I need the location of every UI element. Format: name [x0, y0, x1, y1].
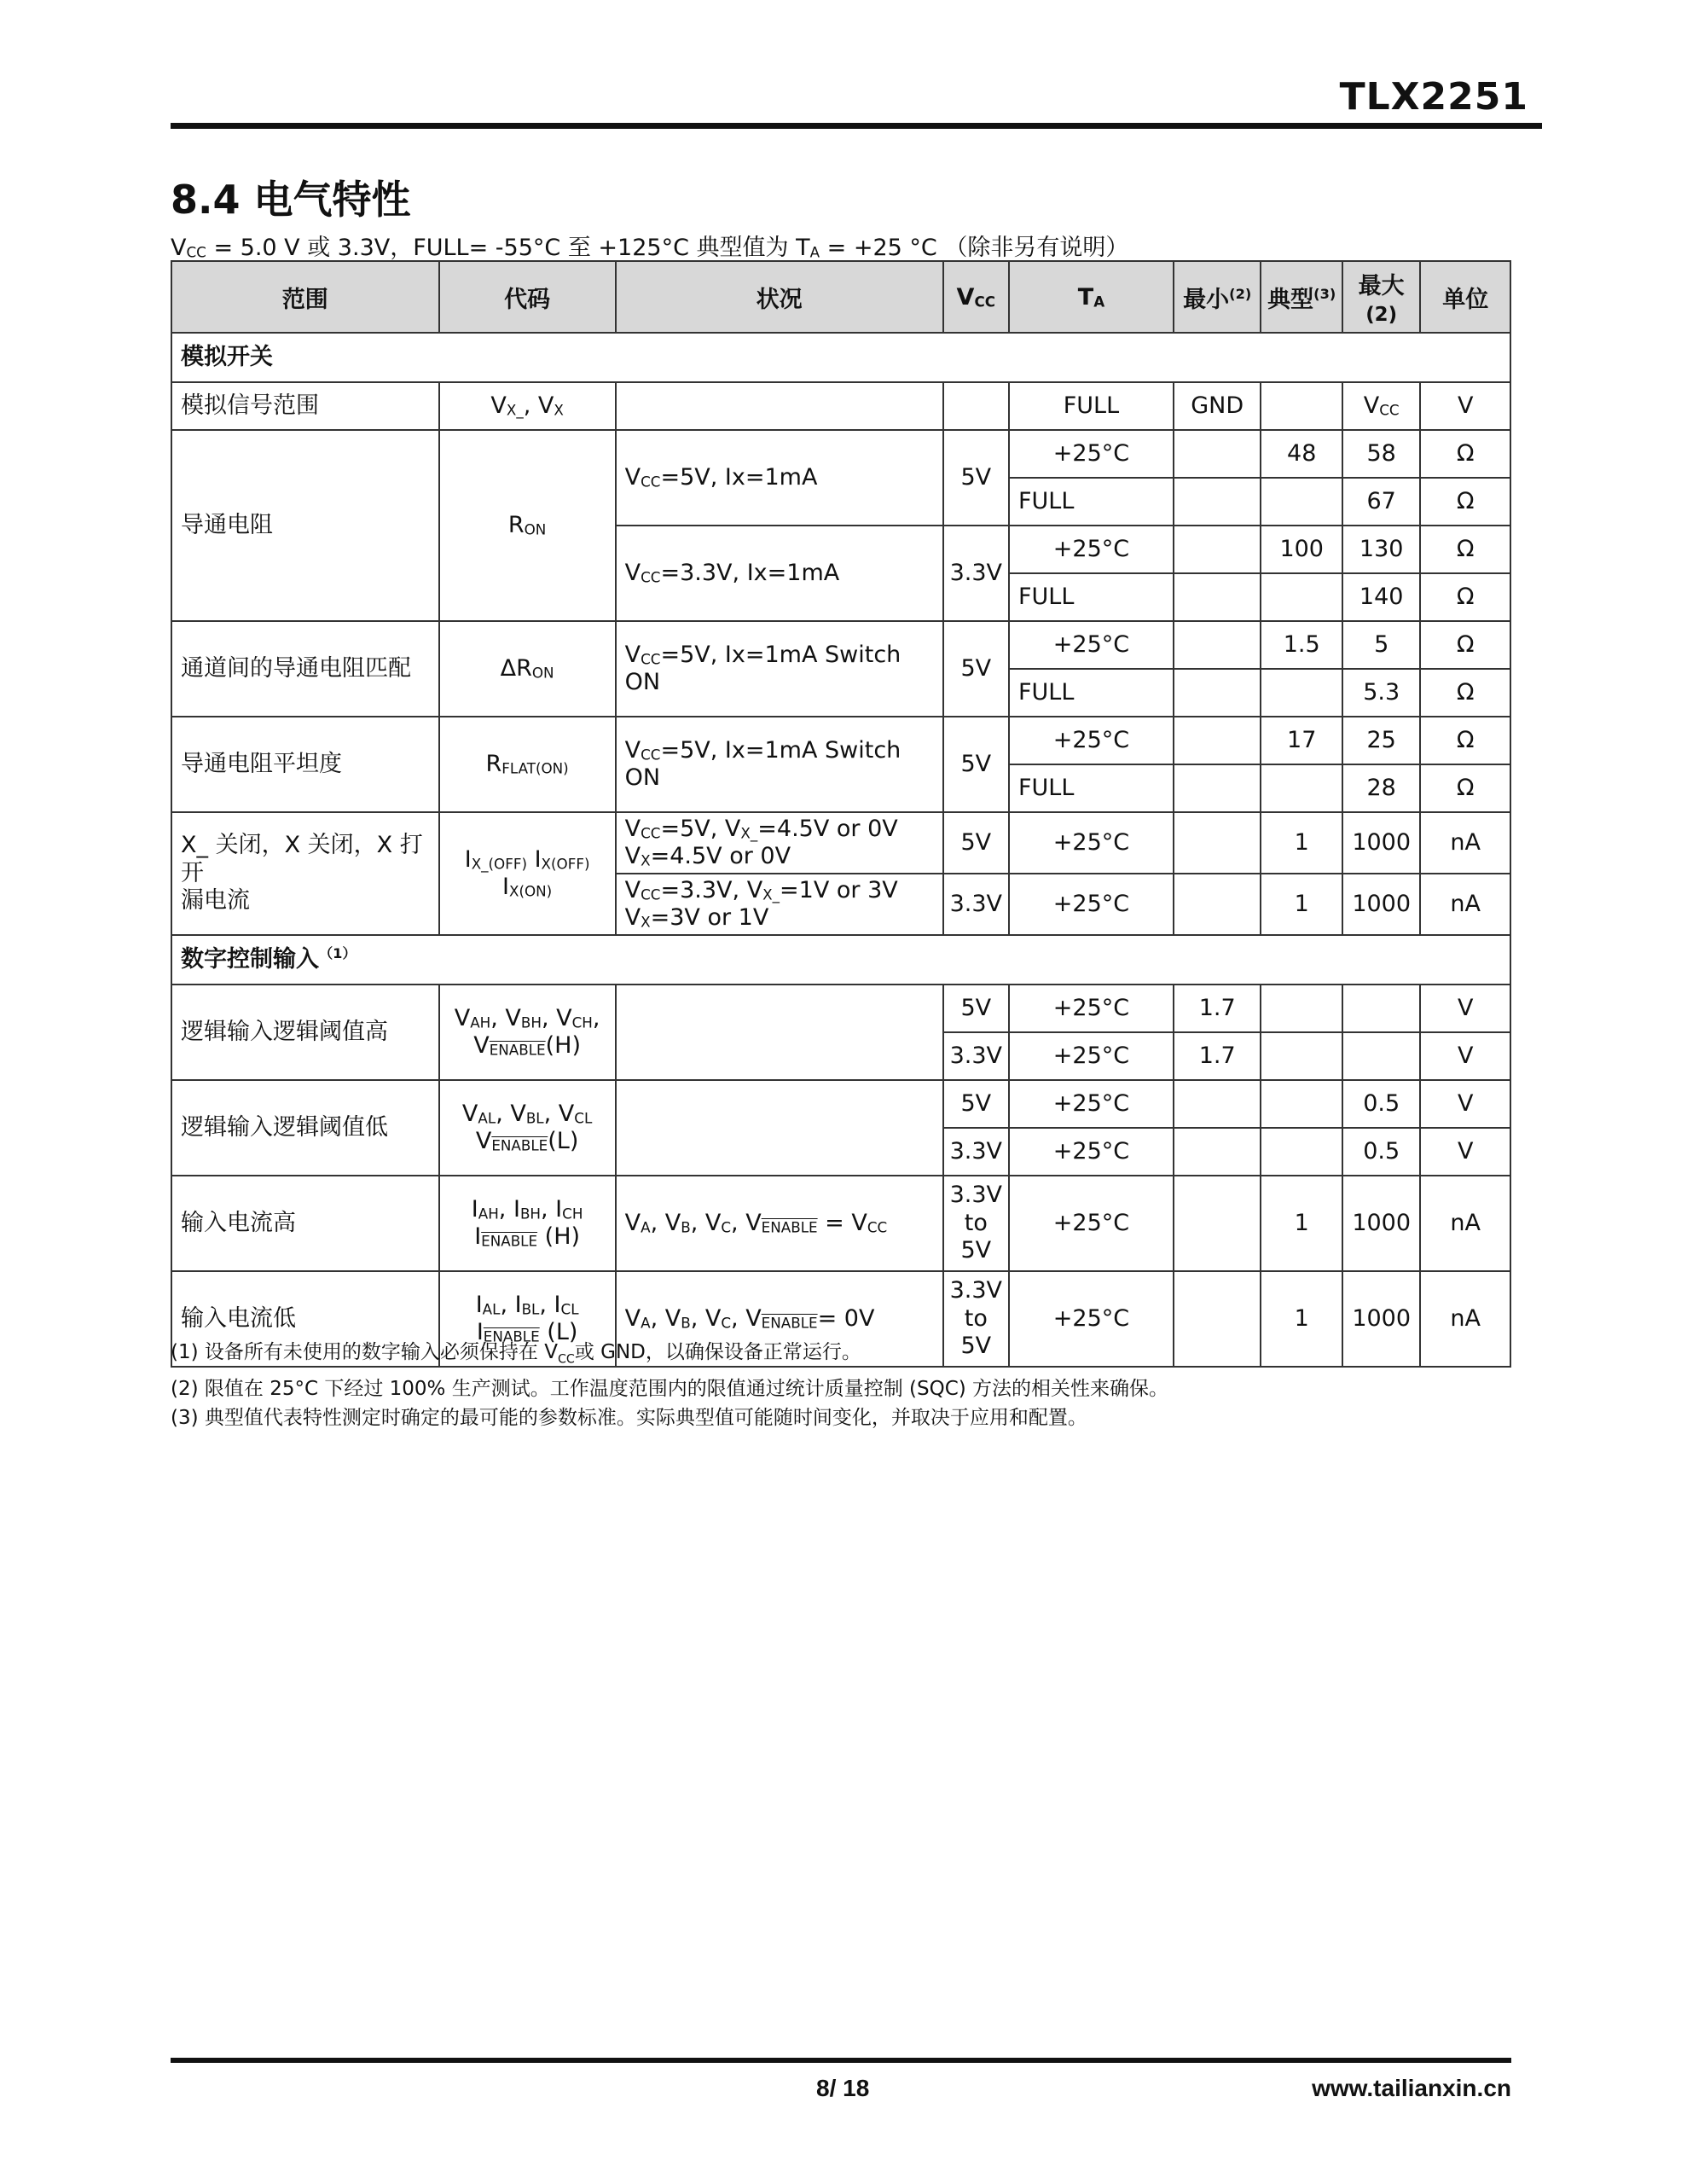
param-code: $I_{AL}$, $I_{BL}$, $I_{CL}$ $I_{ENABLE}$ (L): [439, 1271, 616, 1367]
cell-ta: +25°C: [1009, 1080, 1174, 1128]
cell-typ: 17: [1261, 717, 1342, 764]
cell-unit: V: [1420, 1032, 1510, 1080]
col-unit: 单位: [1420, 261, 1510, 333]
test-conditions: $V_{CC} = 5.0$ V 或 3.3V，FULL= -55°C 至 +125°C 典型值为 $T_A = +25$ °C （除非另有说明）: [171, 235, 1129, 261]
cell-min: GND: [1174, 382, 1261, 430]
cell-ta: +25°C: [1009, 1128, 1174, 1176]
section-title: 8.4 电气特性: [171, 177, 411, 223]
col-max: 最大 (2): [1342, 261, 1420, 333]
footnote-2: (2) 限值在 25°C 下经过 100% 生产测试。工作温度范围内的限值通过统计质量控制 (SQC) 方法的相关性来确保。: [171, 1377, 1169, 1400]
cell-max: 1000: [1342, 874, 1420, 935]
cell-ta: FULL: [1009, 764, 1174, 812]
param-code: $R_{FLAT(ON)}$: [439, 717, 616, 812]
footnotes: [171, 1338, 1168, 1432]
footnote-3: (3) 典型值代表特性测定时确定的最可能的参数标准。实际典型值可能随时间变化，并取决于应用和配置。: [171, 1406, 1087, 1429]
cell-max: 140: [1342, 573, 1420, 621]
table-row: [171, 812, 1510, 874]
cell-ta: +25°C: [1009, 812, 1174, 874]
cell-unit: Ω: [1420, 764, 1510, 812]
cell-unit: V: [1420, 1128, 1510, 1176]
cell-vcc: 3.3V: [943, 1128, 1009, 1176]
cell-vcc: 5V: [943, 812, 1009, 874]
cell-min: 1.7: [1174, 985, 1261, 1032]
page-number: 8/ 18: [816, 2075, 870, 2101]
cell-vcc: 3.3V to 5V: [943, 1271, 1009, 1367]
cell-ta: +25°C: [1009, 1271, 1174, 1367]
cell-typ: 100: [1261, 526, 1342, 573]
part-number: TLX2251: [1339, 75, 1528, 119]
cell-max: 0.5: [1342, 1080, 1420, 1128]
cell-vcc: 5V: [943, 1080, 1009, 1128]
cell-ta: +25°C: [1009, 985, 1174, 1032]
cell-unit: nA: [1420, 1176, 1510, 1271]
cell-unit: nA: [1420, 812, 1510, 874]
footer-rule: [171, 2058, 1511, 2063]
cell-vcc: 3.3V: [943, 874, 1009, 935]
col-code: 代码: [439, 261, 616, 333]
electrical-characteristics-table: [171, 260, 1511, 1368]
cell-unit: Ω: [1420, 430, 1510, 478]
cell-typ: 1: [1261, 1176, 1342, 1271]
header-rule: [171, 123, 1542, 129]
cell-typ: 1: [1261, 1271, 1342, 1367]
cell-vcc: 5V: [943, 717, 1009, 812]
section-row-analog: [171, 333, 1510, 382]
param-code: $\Delta R_{ON}$: [439, 621, 616, 717]
cell-condition: $V_{CC}=3.3V$, Ix=1mA: [616, 526, 943, 621]
col-vcc: $V_{CC}$: [943, 261, 1009, 333]
cell-ta: FULL: [1009, 573, 1174, 621]
param-label: 模拟信号范围: [171, 382, 439, 430]
cell-max: 25: [1342, 717, 1420, 764]
cell-typ: 48: [1261, 430, 1342, 478]
cell-max: 0.5: [1342, 1128, 1420, 1176]
param-label: 通道间的导通电阻匹配: [171, 621, 439, 717]
cell-max: 1000: [1342, 1271, 1420, 1367]
header-row: [171, 261, 1510, 333]
cell-condition: $V_{CC}=3.3V$, $V_{X\_}=1V$ or 3V $V_X=3V$ or 1V: [616, 874, 943, 935]
cell-vcc: 5V: [943, 985, 1009, 1032]
cell-max: $V_{CC}$: [1342, 382, 1420, 430]
cell-condition: $V_{CC}=5V$, $V_{X\_}=4.5V$ or 0V $V_X=4.5V$ or 0V: [616, 812, 943, 874]
cell-ta: +25°C: [1009, 430, 1174, 478]
table-row: [171, 985, 1510, 1032]
cell-min: 1.7: [1174, 1032, 1261, 1080]
cell-unit: nA: [1420, 1271, 1510, 1367]
cell-vcc: 3.3V: [943, 526, 1009, 621]
cell-unit: Ω: [1420, 717, 1510, 764]
param-code: $V_{AL}$, $V_{BL}$, $V_{CL}$ $V_{ENABLE}(L)$: [439, 1080, 616, 1176]
cell-ta: +25°C: [1009, 621, 1174, 669]
table-row: [171, 1176, 1510, 1271]
cell-typ: 1: [1261, 812, 1342, 874]
cell-condition: $V_A$, $V_B$, $V_C$, $V_{ENABLE} = V_{CC}$: [616, 1176, 943, 1271]
param-label: X_ 关闭，X 关闭，X 打开 漏电流: [171, 812, 439, 935]
param-label: 逻辑输入逻辑阈值高: [171, 985, 439, 1080]
param-label: 导通电阻平坦度: [171, 717, 439, 812]
table-row: [171, 621, 1510, 669]
cell-max: 67: [1342, 478, 1420, 526]
table-row: [171, 430, 1510, 478]
cell-max: 5.3: [1342, 669, 1420, 717]
cell-unit: Ω: [1420, 669, 1510, 717]
cell-ta: +25°C: [1009, 1176, 1174, 1271]
cell-unit: V: [1420, 1080, 1510, 1128]
cell-max: 130: [1342, 526, 1420, 573]
param-label: 导通电阻: [171, 430, 439, 621]
cell-ta: +25°C: [1009, 874, 1174, 935]
param-code: $V_{AH}$, $V_{BH}$, $V_{CH}$, $V_{ENABLE}(H)$: [439, 985, 616, 1080]
cell-unit: Ω: [1420, 573, 1510, 621]
cell-condition: $V_{CC}=5V$, Ix=1mA Switch ON: [616, 717, 943, 812]
cell-ta: FULL: [1009, 382, 1174, 430]
param-code: $R_{ON}$: [439, 430, 616, 621]
cell-vcc: 5V: [943, 430, 1009, 526]
cell-ta: +25°C: [1009, 1032, 1174, 1080]
cell-vcc: 5V: [943, 621, 1009, 717]
cell-max: 58: [1342, 430, 1420, 478]
param-code: $V_{X\_}$, $V_X$: [439, 382, 616, 430]
cell-unit: V: [1420, 985, 1510, 1032]
cell-condition: $V_{CC}=5V$, Ix=1mA Switch ON: [616, 621, 943, 717]
section-analog: 模拟开关: [171, 333, 1510, 382]
col-typ: 典型$^{(3)}$: [1261, 261, 1342, 333]
table-row: [171, 1080, 1510, 1128]
cell-max: 5: [1342, 621, 1420, 669]
cell-condition: $V_{CC}=5V$, Ix=1mA: [616, 430, 943, 526]
cell-vcc: 3.3V to 5V: [943, 1176, 1009, 1271]
col-ta: $T_A$: [1009, 261, 1174, 333]
cell-ta: +25°C: [1009, 526, 1174, 573]
col-range: 范围: [171, 261, 439, 333]
param-label: 输入电流低: [171, 1271, 439, 1367]
table-row: [171, 382, 1510, 430]
cell-typ: 1: [1261, 874, 1342, 935]
cell-unit: nA: [1420, 874, 1510, 935]
col-condition: 状况: [616, 261, 943, 333]
cell-unit: Ω: [1420, 478, 1510, 526]
cell-ta: +25°C: [1009, 717, 1174, 764]
cell-typ: 1.5: [1261, 621, 1342, 669]
param-label: 输入电流高: [171, 1176, 439, 1271]
cell-max: 1000: [1342, 812, 1420, 874]
cell-max: 28: [1342, 764, 1420, 812]
cell-unit: Ω: [1420, 526, 1510, 573]
footnote-1: (1) 设备所有未使用的数字输入必须保持在 $V_{CC}$或 GND，以确保设备正常运行。: [171, 1341, 861, 1367]
cell-ta: FULL: [1009, 478, 1174, 526]
cell-unit: V: [1420, 382, 1510, 430]
cell-vcc: 3.3V: [943, 1032, 1009, 1080]
cell-unit: Ω: [1420, 621, 1510, 669]
website-link[interactable]: www.tailianxin.cn: [1312, 2075, 1511, 2101]
section-row-digital: [171, 935, 1510, 985]
param-code: $I_{X\_(OFF)}$ $I_{X(OFF)}$ $I_{X(ON)}$: [439, 812, 616, 935]
param-code: $I_{AH}$, $I_{BH}$, $I_{CH}$ $I_{ENABLE}$ (H): [439, 1176, 616, 1271]
param-label: 逻辑输入逻辑阈值低: [171, 1080, 439, 1176]
col-min: 最小$^{(2)}$: [1174, 261, 1261, 333]
table-row: [171, 717, 1510, 764]
cell-condition: $V_A$, $V_B$, $V_C$, $V_{ENABLE}= 0V$: [616, 1271, 943, 1367]
cell-max: 1000: [1342, 1176, 1420, 1271]
cell-ta: FULL: [1009, 669, 1174, 717]
section-digital: 数字控制输入$^{(1)}$: [171, 935, 1510, 985]
